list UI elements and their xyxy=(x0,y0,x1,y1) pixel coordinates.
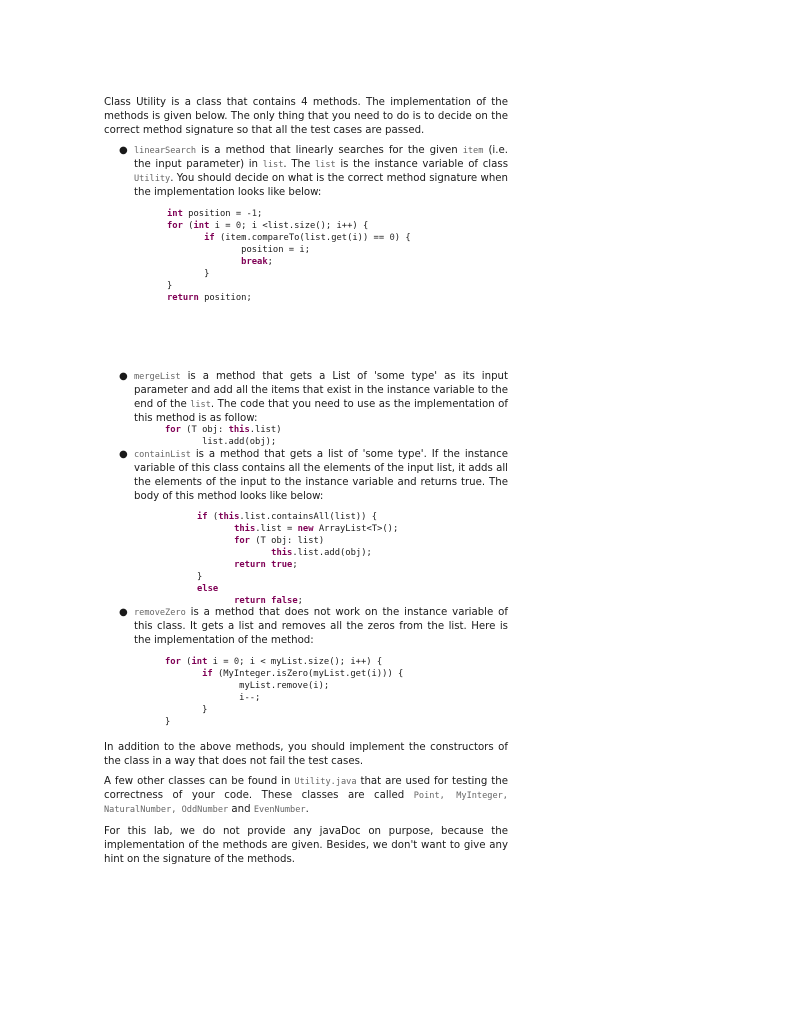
code-line: if (MyInteger.isZero(myList.get(i))) { xyxy=(202,669,404,679)
javadoc-paragraph: For this lab, we do not provide any javaDoc on purpose, because the implementation of the methods are given. Besides, we don't want to give any hint on the signature of the methods. xyxy=(104,826,508,865)
code-line: for (T obj: this.list) xyxy=(165,425,282,435)
code-line: this.list = new ArrayList<T>(); xyxy=(234,524,399,534)
code-line: for (T obj: list) xyxy=(234,536,325,546)
code-line: else xyxy=(197,584,219,594)
inline-code: Point, MyInteger, NaturalNumber, OddNumber xyxy=(104,791,508,815)
code-line: return position; xyxy=(167,293,252,303)
text-fragment: is a method that linearly searches for the given xyxy=(196,145,463,156)
inline-code: item xyxy=(462,146,484,156)
code-block-remove-zero xyxy=(165,656,403,728)
text-fragment: is the instance variable of class xyxy=(335,159,508,170)
code-line: } xyxy=(167,269,210,279)
inline-code: list xyxy=(314,160,336,170)
text-fragment: A few other classes can be found in xyxy=(104,776,295,787)
method-name-merge-list: mergeList xyxy=(134,372,181,382)
code-line: } xyxy=(197,572,203,582)
code-line: for (int i = 0; i < myList.size(); i++) { xyxy=(165,657,383,667)
method-name-contain-list: containList xyxy=(134,450,191,460)
code-line: int position = -1; xyxy=(167,209,263,219)
text-fragment: . You should decide on what is the correct method signature when the implementation looks like below: xyxy=(134,173,508,198)
inline-code: list xyxy=(190,400,211,410)
code-line: this.list.add(obj); xyxy=(271,548,372,558)
code-line: if (item.compareTo(list.get(i)) == 0) { xyxy=(204,233,411,243)
text-fragment: that are used for testing the correctness of your code. These classes are called xyxy=(104,776,508,801)
code-line: } xyxy=(167,281,173,291)
method-name-remove-zero: removeZero xyxy=(134,608,186,618)
code-line: myList.remove(i); xyxy=(165,681,330,691)
text-fragment: is a method that gets a list of 'some type'. If the instance variable of this class contains all the elements of the input list, it adds all the elements of the input to the instance variable and returns true. The body of this method looks like below: xyxy=(134,449,508,502)
constructors-paragraph: In addition to the above methods, you should implement the constructors of the class in a way that does not fail the test cases. xyxy=(104,742,508,767)
text-fragment: . The xyxy=(283,159,315,170)
classes-paragraph xyxy=(104,775,508,817)
text-fragment: is a method that gets a List of 'some type' as its input parameter and add all the items that exist in the instance variable to the end of the xyxy=(134,371,508,410)
code-line: i--; xyxy=(165,693,261,703)
bullet-dot-icon: ● xyxy=(119,145,128,156)
code-line: if (this.list.containsAll(list)) { xyxy=(197,512,378,522)
bullet-dot-icon: ● xyxy=(119,371,128,382)
code-line: list.add(obj); xyxy=(165,437,277,447)
inline-code: Utility.java xyxy=(294,777,357,787)
code-block-linear-search xyxy=(167,208,411,304)
bullet-merge-list xyxy=(119,370,508,426)
text-fragment: (i.e. the input parameter) in xyxy=(134,145,508,170)
text-fragment: . xyxy=(305,804,309,815)
inline-code: EvenNumber xyxy=(253,805,306,815)
bullet-remove-zero xyxy=(119,606,508,648)
code-line: return true; xyxy=(234,560,298,570)
code-line: position = i; xyxy=(167,245,310,255)
code-line: return false; xyxy=(234,596,303,606)
code-line: } xyxy=(165,717,171,727)
bullet-contain-list xyxy=(119,448,508,504)
bullet-dot-icon: ● xyxy=(119,449,128,460)
text-fragment: is a method that does not work on the instance variable of this class. It gets a list and removes all the zeros from the list. Here is the implementation of the method: xyxy=(134,607,508,646)
code-line: for (int i = 0; i <list.size(); i++) { xyxy=(167,221,369,231)
inline-code: Utility xyxy=(134,174,171,184)
method-name-linear-search: linearSearch xyxy=(134,146,197,156)
code-block-merge-list xyxy=(165,424,282,448)
code-line: break; xyxy=(241,257,273,267)
bullet-dot-icon: ● xyxy=(119,607,128,618)
text-fragment: and xyxy=(228,804,254,815)
inline-code: list xyxy=(262,160,284,170)
text-fragment: . The code that you need to use as the implementation of this method is as follow: xyxy=(134,399,508,424)
code-block-contain-list xyxy=(197,511,398,607)
intro-paragraph: Class Utility is a class that contains 4 methods. The implementation of the methods is given below. The only thing that you need to do is to decide on the correct method signature so that all the test cases are passed. xyxy=(104,97,508,136)
code-line: } xyxy=(165,705,208,715)
bullet-linear-search xyxy=(119,144,508,200)
